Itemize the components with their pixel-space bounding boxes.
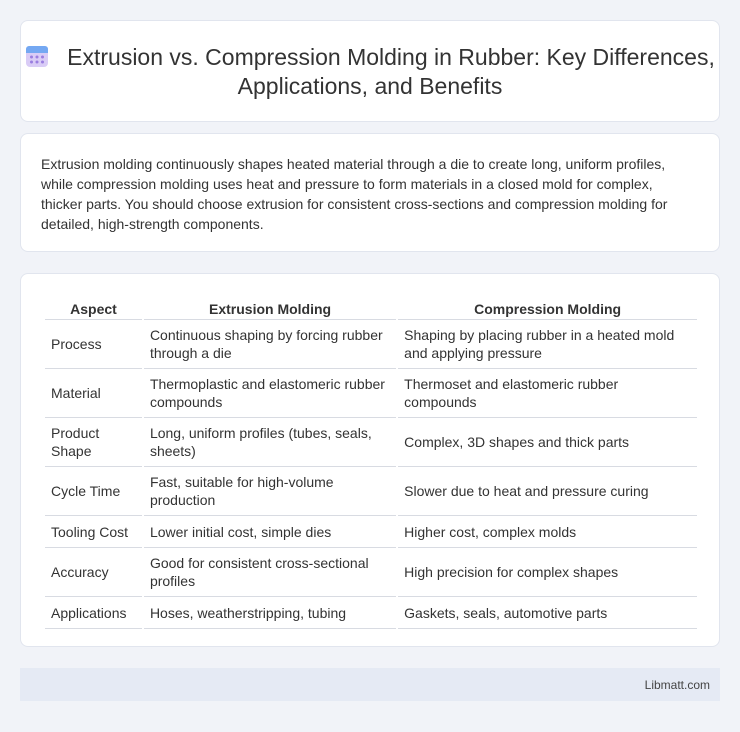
intro-card — [20, 133, 720, 252]
calendar-grid-icon — [25, 44, 49, 68]
cell-aspect: Accuracy — [45, 548, 142, 597]
cell-aspect: Tooling Cost — [45, 516, 142, 548]
table-row — [45, 516, 697, 548]
table-header-row — [45, 296, 697, 320]
cell-aspect: Applications — [45, 597, 142, 629]
cell-extrusion: Good for consistent cross-sectional profiles — [144, 548, 396, 597]
cell-compression: Slower due to heat and pressure curing — [398, 467, 697, 516]
header-compression: Compression Molding — [398, 296, 697, 320]
table-row — [45, 418, 697, 467]
cell-aspect: Process — [45, 320, 142, 369]
cell-extrusion: Continuous shaping by forcing rubber through a die — [144, 320, 396, 369]
title-card — [20, 20, 720, 122]
header-aspect: Aspect — [45, 296, 142, 320]
cell-aspect: Cycle Time — [45, 467, 142, 516]
title-text: Extrusion vs. Compression Molding in Rubber: Key Differences, Applications, and Benefits — [67, 44, 715, 99]
table-row — [45, 548, 697, 597]
cell-compression: Complex, 3D shapes and thick parts — [398, 418, 697, 467]
cell-compression: Shaping by placing rubber in a heated mold and applying pressure — [398, 320, 697, 369]
table-row — [45, 320, 697, 369]
cell-extrusion: Thermoplastic and elastomeric rubber compounds — [144, 369, 396, 418]
intro-paragraph: Extrusion molding continuously shapes heated material through a die to create long, uniform profiles, while compression molding uses heat and pressure to form materials in a closed mold for complex, thicker parts. You should choose extrusion for consistent cross-sections and compression molding for detailed, high-strength components. — [41, 156, 668, 232]
comparison-table — [43, 296, 699, 629]
footer-bar — [20, 668, 720, 701]
cell-extrusion: Fast, suitable for high-volume production — [144, 467, 396, 516]
header-extrusion: Extrusion Molding — [144, 296, 396, 320]
cell-aspect: Material — [45, 369, 142, 418]
cell-extrusion: Lower initial cost, simple dies — [144, 516, 396, 548]
cell-extrusion: Long, uniform profiles (tubes, seals, sheets) — [144, 418, 396, 467]
cell-compression: High precision for complex shapes — [398, 548, 697, 597]
cell-extrusion: Hoses, weatherstripping, tubing — [144, 597, 396, 629]
page-title — [21, 43, 719, 101]
cell-aspect: Product Shape — [45, 418, 142, 467]
footer-site-link[interactable]: Libmatt.com — [644, 678, 710, 692]
table-row — [45, 467, 697, 516]
cell-compression: Thermoset and elastomeric rubber compounds — [398, 369, 697, 418]
comparison-card — [20, 273, 720, 647]
table-row — [45, 597, 697, 629]
cell-compression: Gaskets, seals, automotive parts — [398, 597, 697, 629]
cell-compression: Higher cost, complex molds — [398, 516, 697, 548]
table-row — [45, 369, 697, 418]
